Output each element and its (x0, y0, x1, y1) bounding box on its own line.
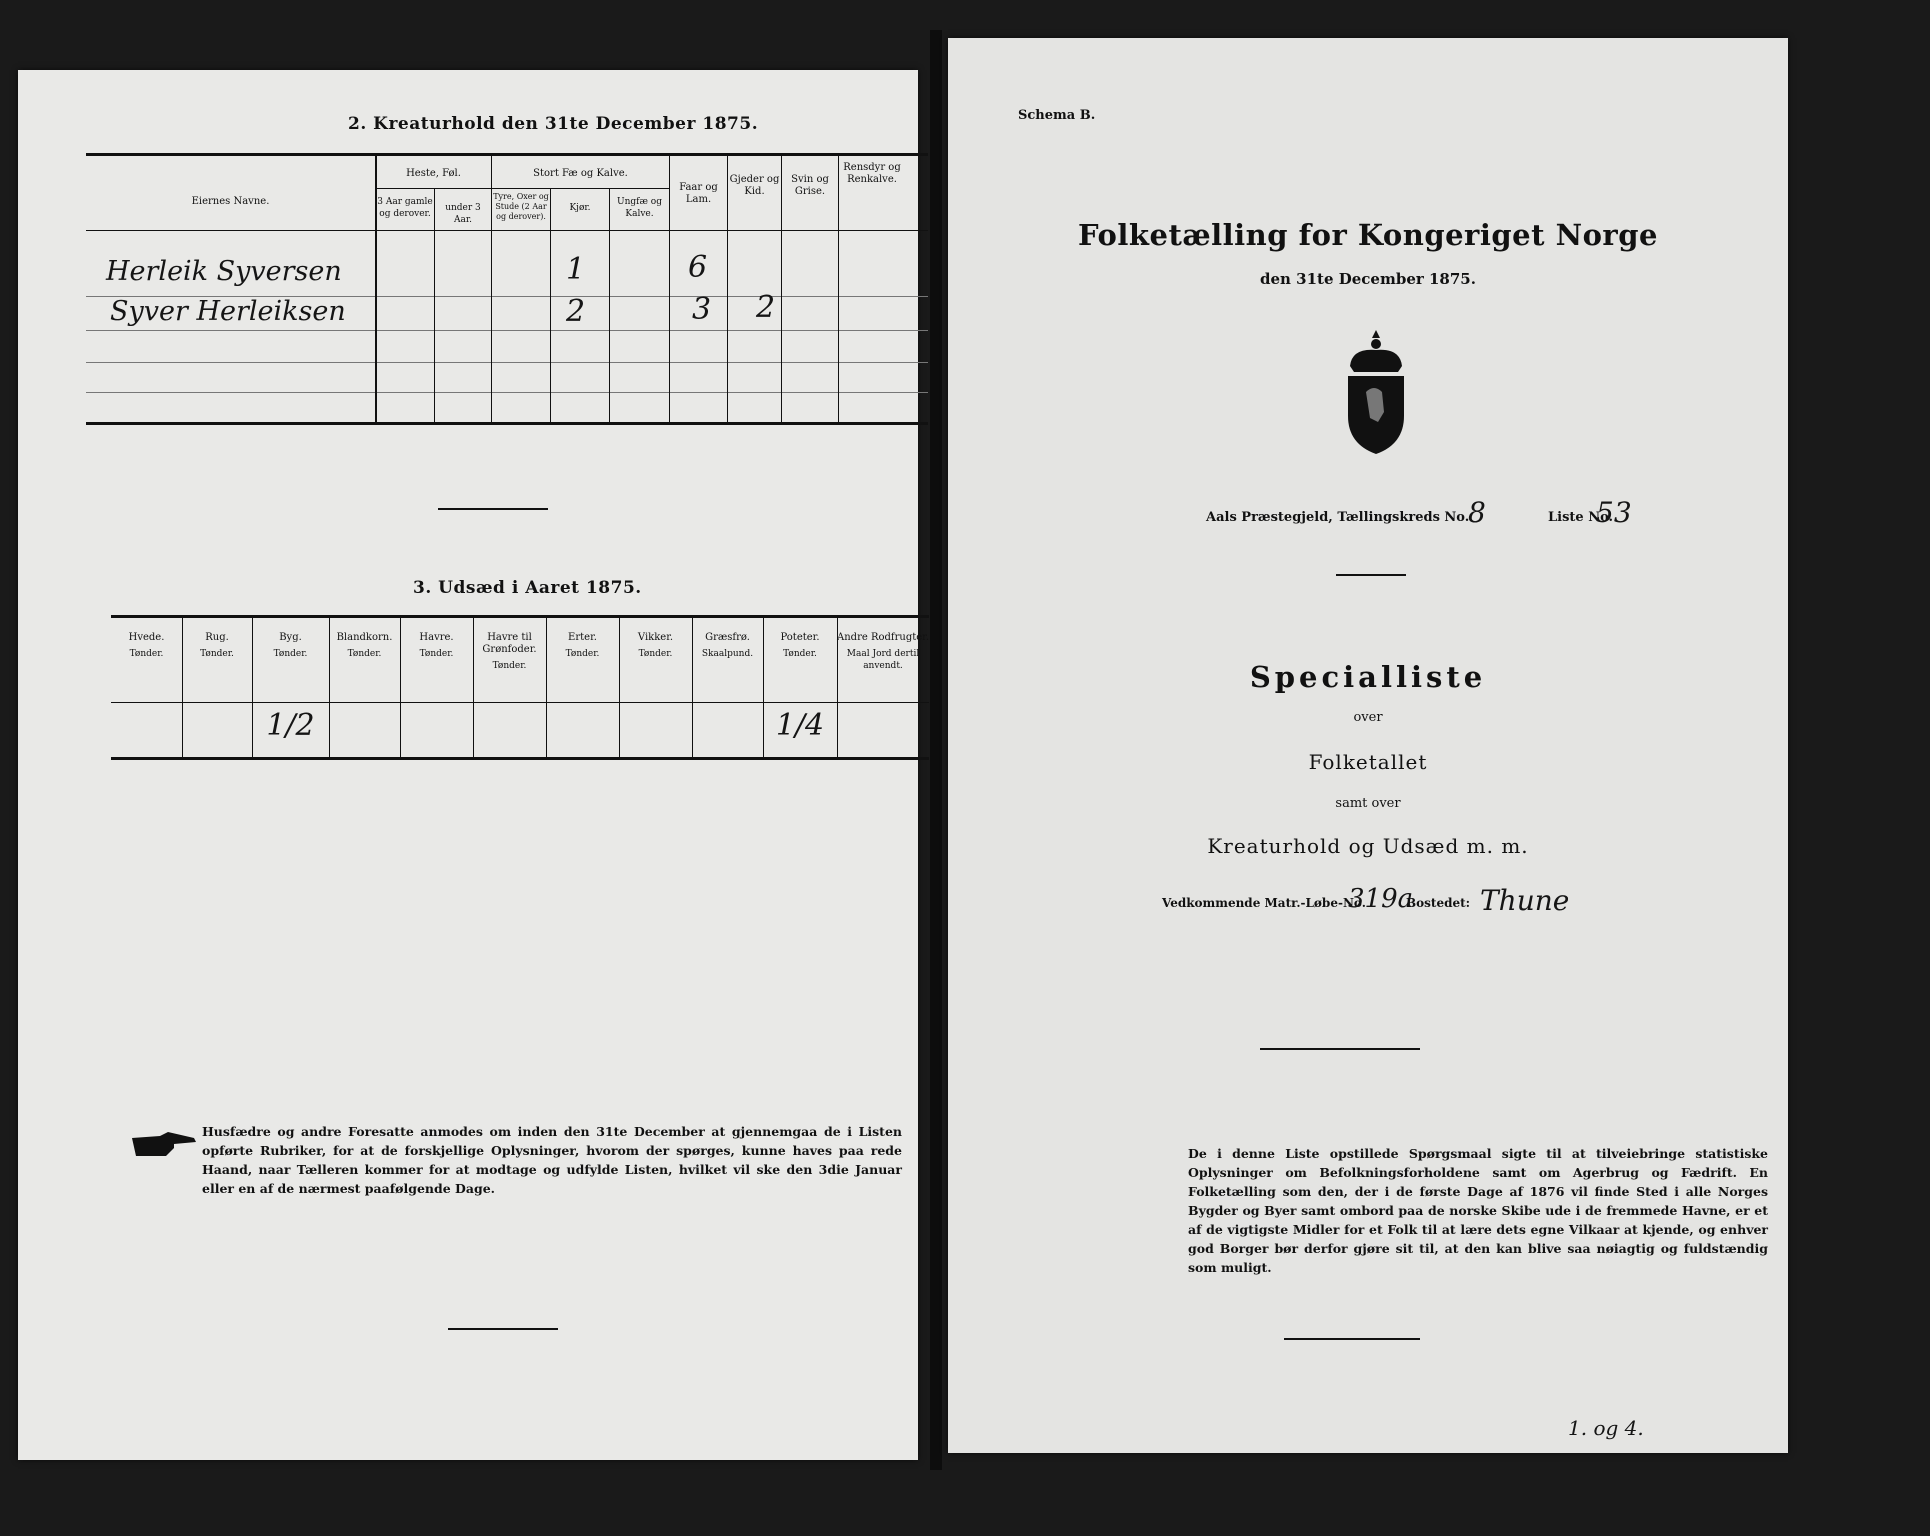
seed-header-name: Andre Rodfrugter. (837, 632, 930, 643)
header-sheep: Faar og Lam. (679, 182, 718, 205)
seed-header-3 (329, 632, 400, 660)
seed-header-unit: Tønder. (347, 649, 382, 659)
over-text: over (1353, 710, 1383, 725)
bottom-note: 1. og 4. (1568, 1416, 1644, 1440)
table-row-1-sheep: 6 (688, 250, 708, 285)
seed-header-5 (473, 632, 546, 672)
seed-header-unit: Tønder. (565, 649, 600, 659)
bosted-label: Bostedet: (1406, 896, 1471, 910)
seed-header-7 (619, 632, 692, 660)
notice-text: Husfædre og andre Foresatte anmodes om inden den 31te December at gjennemgaa de i Listen opførte Rubriker, for at de forskjellige Oplysninger, hvorom der spørges, kunne haves paa rede Haand, naar Tælleren kommer for at modtage og udfylde Listen, hvilket vil ske den 3die Januar eller en af de nærmest paafølgende Dage. (202, 1124, 902, 1196)
seed-header-name: Havre til Grønfoder. (482, 632, 537, 655)
right-page (948, 38, 1788, 1453)
list-number: 53 (1596, 496, 1632, 529)
livestock-title: 2. Kreaturhold den 31te December 1875. (348, 114, 759, 134)
header-pigs: Svin og Grise. (791, 174, 829, 197)
seed-header-name: Græsfrø. (705, 632, 750, 643)
book-fold (930, 30, 942, 1470)
seed-header-name: Havre. (419, 632, 454, 643)
seed-header-unit: Tønder. (492, 661, 527, 671)
table-row-2-sheep: 3 (692, 292, 712, 327)
samt-over: samt over (1335, 796, 1401, 811)
divider-3 (1284, 1338, 1420, 1340)
seed-header-name: Byg. (279, 632, 302, 643)
seed-header-name: Rug. (205, 632, 229, 643)
seed-header-10 (837, 632, 929, 672)
table-row-1-cows: 1 (566, 252, 586, 287)
seed-header-unit: Maal Jord dertil anvendt. (846, 649, 920, 671)
bosted-value: Thune (1480, 884, 1570, 917)
header-owner: Eiernes Navne. (191, 196, 270, 207)
left-page (18, 70, 930, 1460)
table-row-2-cows: 2 (566, 294, 586, 329)
seed-header-1 (182, 632, 252, 660)
seed-header-0 (111, 632, 182, 660)
seed-header-6 (546, 632, 619, 660)
seed-header-name: Erter. (568, 632, 597, 643)
coat-of-arms-icon (1340, 326, 1412, 460)
seed-header-unit: Tønder. (273, 649, 308, 659)
parish-label: Aals Præstegjeld, Tællingskreds No. (1206, 510, 1470, 525)
divider (438, 508, 548, 510)
folketallet: Folketallet (1308, 750, 1428, 774)
seed-header-8 (692, 632, 763, 660)
pointing-hand-icon (130, 1130, 200, 1164)
header-horses-young: under 3 Aar. (445, 203, 481, 225)
header-bulls: Tyre, Oxer og Stude (2 Aar og derover). (493, 192, 549, 221)
seed-header-unit: Tønder. (638, 649, 673, 659)
footer-text: De i denne Liste opstillede Spørgsmaal sigte til at tilveiebringe statistiske Oplysninger om Befolkningsforholdene samt om Agerbrug og Fædrift. En Folketælling som den, der i de første Dage af 1876 vil finde Sted i alle Norges Bygder og Byer samt ombord paa de norske Skibe ude i de fremmede Havne, er et af de vigtigste Midler for et Folk til at lære dets egne Vilkaar at kjende, og enhver god Borger bør derfor gjøre sit til, at den kan blive saa nøiagtig og fuldstændig som muligt. (1188, 1146, 1768, 1275)
seed-header-name: Vikker. (637, 632, 674, 643)
table-row-2-owner: Syver Herleiksen (110, 296, 346, 327)
seed-header-9 (763, 632, 837, 660)
divider (1336, 574, 1406, 576)
seed-header-unit: Tønder. (200, 649, 234, 659)
page-title: Folketælling for Kongeriget Norge (1078, 218, 1658, 252)
seed-value-9: 1/4 (775, 708, 825, 743)
divider-2 (1260, 1048, 1420, 1050)
header-calves: Ungfæ og Kalve. (617, 197, 662, 219)
seed-title: 3. Udsæd i Aaret 1875. (413, 578, 642, 598)
header-cattle: Stort Fæ og Kalve. (533, 168, 628, 179)
schema-label: Schema B. (1018, 108, 1096, 123)
matr-number: 319a (1348, 884, 1414, 914)
seed-header-name: Blandkorn. (336, 632, 393, 643)
bottom-divider (448, 1328, 558, 1330)
header-horses-old: 3 Aar gamle og derover. (377, 197, 433, 219)
kreaturhold-title: Kreaturhold og Udsæd m. m. (1207, 834, 1529, 858)
seed-header-unit: Tønder. (129, 649, 164, 659)
seed-header-unit: Tønder. (783, 649, 817, 659)
seed-header-name: Poteter. (780, 632, 820, 643)
census-date: den 31te December 1875. (1260, 270, 1476, 288)
header-cows: Kjør. (569, 203, 591, 213)
seed-header-unit: Tønder. (419, 649, 454, 659)
seed-value-2: 1/2 (266, 708, 315, 743)
seed-header-2 (252, 632, 329, 660)
seed-header-name: Hvede. (128, 632, 165, 643)
header-reindeer: Rensdyr og Renkalve. (843, 162, 901, 185)
table-row-2-goats: 2 (756, 290, 776, 325)
district-number: 8 (1468, 496, 1486, 529)
seed-header-4 (400, 632, 473, 660)
seed-header-unit: Skaalpund. (701, 649, 754, 659)
special-title: Specialliste (1249, 660, 1487, 694)
table-row-1-owner: Herleik Syversen (106, 256, 342, 287)
header-horses: Heste, Føl. (406, 168, 461, 179)
matr-label: Vedkommende Matr.-Løbe-No. (1162, 896, 1366, 910)
list-label: Liste No. (1548, 510, 1614, 525)
header-goats: Gjeder og Kid. (729, 174, 780, 197)
